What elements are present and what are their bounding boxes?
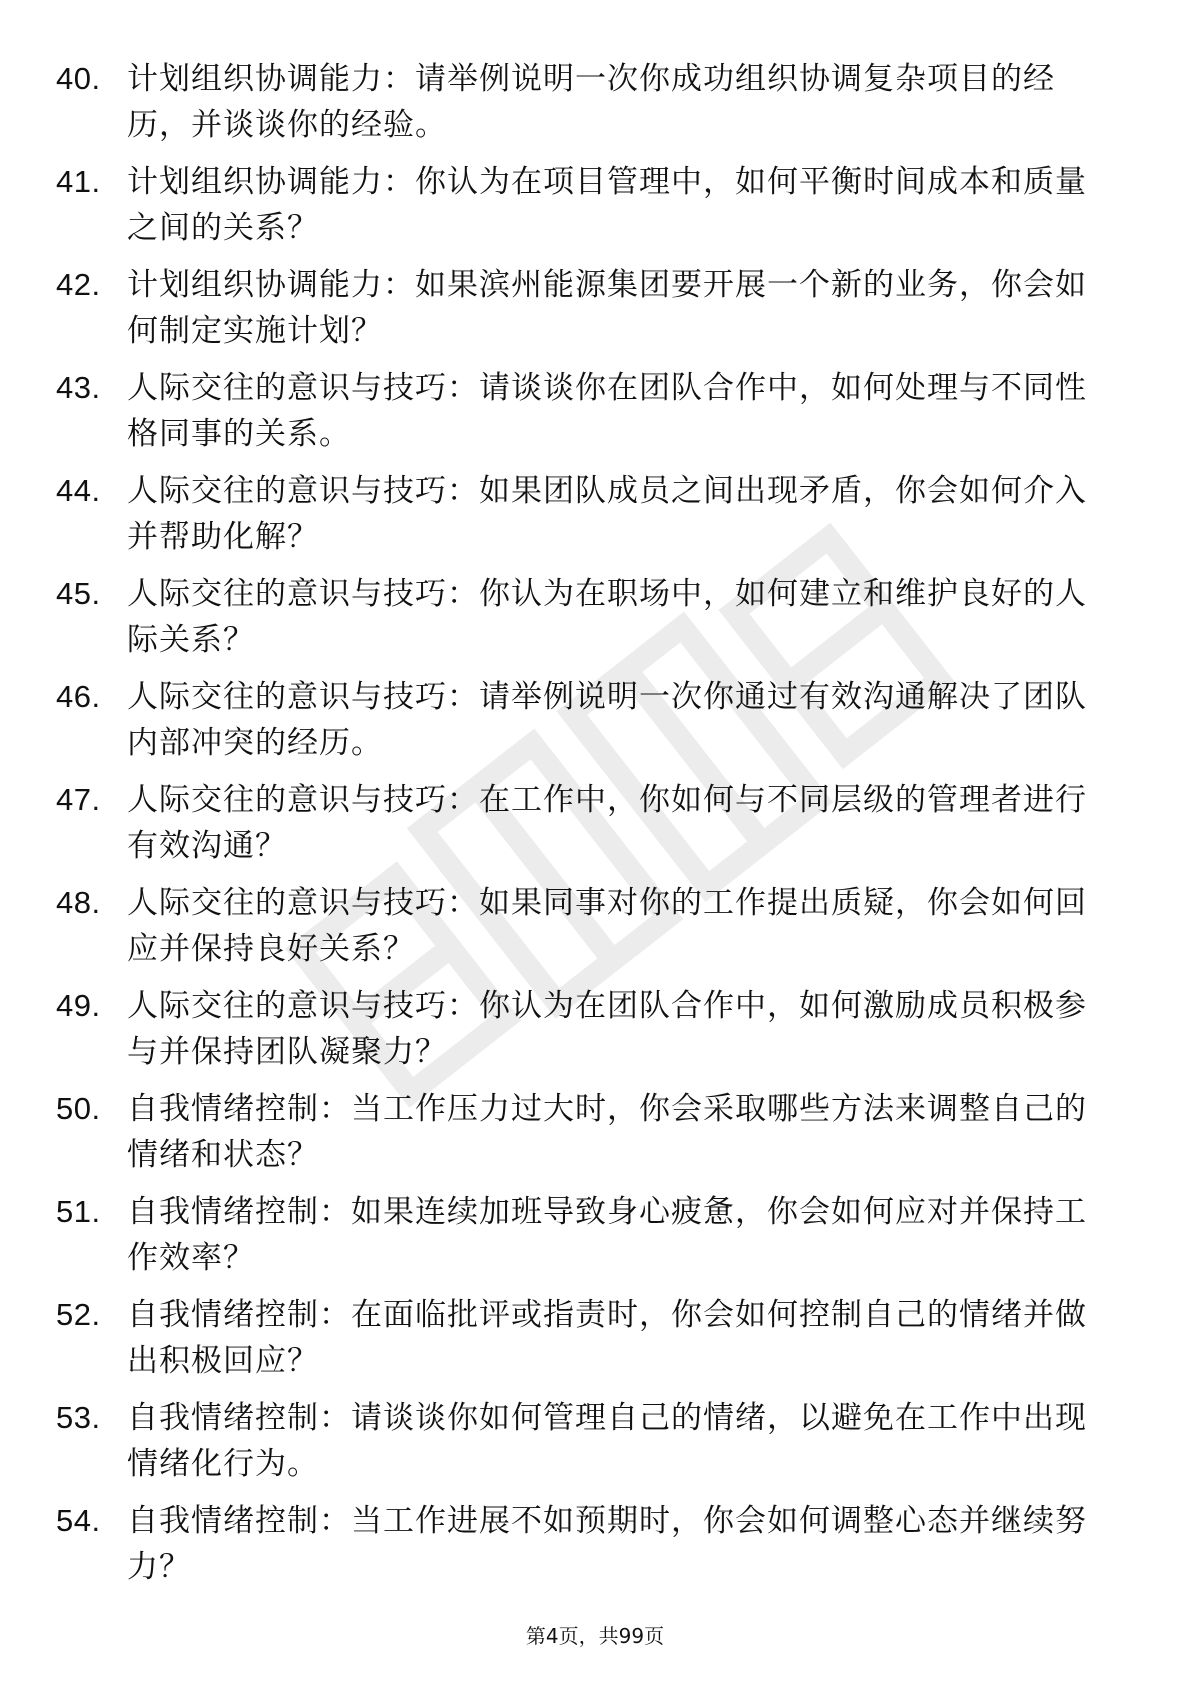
question-number: 40.	[56, 61, 101, 96]
question-text: 计划组织协调能力：如果滨州能源集团要开展一个新的业务，你会如何制定实施计划？	[127, 267, 1087, 349]
question-number: 51.	[56, 1194, 101, 1229]
question-list	[0, 50, 1190, 1595]
question-text: 计划组织协调能力：你认为在项目管理中，如何平衡时间成本和质量之间的关系？	[127, 164, 1087, 246]
question-item	[0, 668, 1190, 771]
question-item	[0, 50, 1190, 153]
question-text: 自我情绪控制：请谈谈你如何管理自己的情绪，以避免在工作中出现情绪化行为。	[127, 1400, 1087, 1482]
question-text: 自我情绪控制：当工作进展不如预期时，你会如何调整心态并继续努力？	[127, 1503, 1087, 1585]
question-item	[0, 771, 1190, 874]
question-number: 52.	[56, 1297, 101, 1332]
question-number: 43.	[56, 370, 101, 405]
question-item	[0, 1080, 1190, 1183]
question-item	[0, 256, 1190, 359]
question-number: 46.	[56, 679, 101, 714]
question-text: 人际交往的意识与技巧：在工作中，你如何与不同层级的管理者进行有效沟通？	[127, 782, 1087, 864]
question-text: 自我情绪控制：在面临批评或指责时，你会如何控制自己的情绪并做出积极回应？	[127, 1297, 1087, 1379]
question-item	[0, 1492, 1190, 1595]
question-item	[0, 1389, 1190, 1492]
question-item	[0, 874, 1190, 977]
question-text: 人际交往的意识与技巧：请举例说明一次你通过有效沟通解决了团队内部冲突的经历。	[127, 679, 1087, 761]
question-item	[0, 1183, 1190, 1286]
question-number: 41.	[56, 164, 101, 199]
question-item	[0, 565, 1190, 668]
question-number: 54.	[56, 1503, 101, 1538]
question-number: 49.	[56, 988, 101, 1023]
question-text: 自我情绪控制：如果连续加班导致身心疲惫，你会如何应对并保持工作效率？	[127, 1194, 1087, 1276]
page-footer: 第4页，共99页	[525, 1624, 665, 1648]
question-item	[0, 1286, 1190, 1389]
question-number: 47.	[56, 782, 101, 817]
question-item	[0, 462, 1190, 565]
question-number: 50.	[56, 1091, 101, 1126]
question-text: 自我情绪控制：当工作压力过大时，你会采取哪些方法来调整自己的情绪和状态？	[127, 1091, 1087, 1173]
question-item	[0, 153, 1190, 256]
question-text: 人际交往的意识与技巧：你认为在职场中，如何建立和维护良好的人际关系？	[127, 576, 1087, 658]
question-text: 人际交往的意识与技巧：如果同事对你的工作提出质疑，你会如何回应并保持良好关系？	[127, 885, 1087, 967]
question-number: 42.	[56, 267, 101, 302]
question-text: 人际交往的意识与技巧：请谈谈你在团队合作中，如何处理与不同性格同事的关系。	[127, 370, 1087, 452]
question-item	[0, 977, 1190, 1080]
question-text: 人际交往的意识与技巧：你认为在团队合作中，如何激励成员积极参与并保持团队凝聚力？	[127, 988, 1087, 1070]
question-number: 45.	[56, 576, 101, 611]
question-number: 44.	[56, 473, 101, 508]
question-text: 计划组织协调能力：请举例说明一次你成功组织协调复杂项目的经历，并谈谈你的经验。	[127, 61, 1055, 143]
question-number: 48.	[56, 885, 101, 920]
question-item	[0, 359, 1190, 462]
question-text: 人际交往的意识与技巧：如果团队成员之间出现矛盾，你会如何介入并帮助化解？	[127, 473, 1087, 555]
question-number: 53.	[56, 1400, 101, 1435]
